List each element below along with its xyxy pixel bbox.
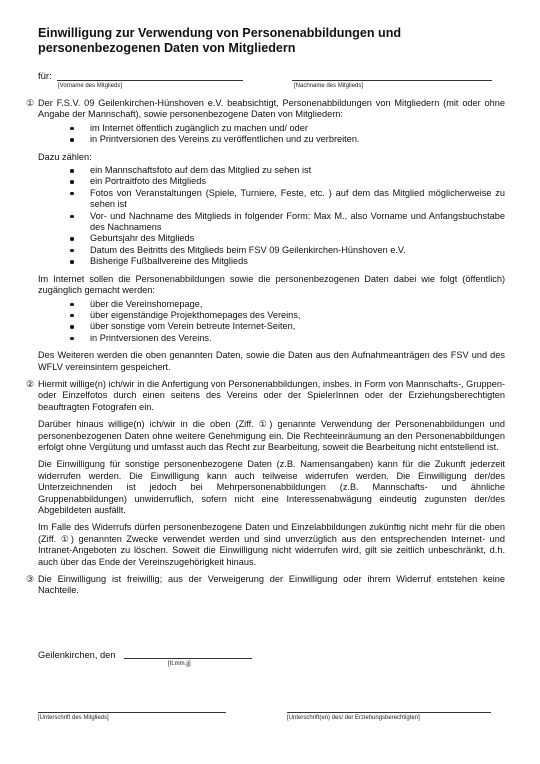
purpose-list: [38, 123, 505, 146]
vorname-line[interactable]: [57, 80, 243, 81]
list-item: in Printversionen des Vereins.: [82, 333, 505, 344]
title-line-1: Einwilligung zur Verwendung von Personenabbildungen und: [38, 26, 402, 40]
section-1-number: ①: [26, 98, 35, 108]
document-title: [38, 26, 508, 56]
section-2-paragraph: Hiermit willige(n) ich/wir in die Anfertigung von Personenabbildungen, insbes. in Form von Mannschafts-, Gruppen- oder Einzelfotos durch einen seitens des Vereins oder der SpielerInnen oder der Erziehungsberechtigten beauftragten Fotografen ein.: [38, 378, 505, 412]
section-1-intro: Der F.S.V. 09 Geilenkirchen-Hünshoven e.V. beabsichtigt, Personenabbildungen von Mitgliedern (mit oder ohne Angabe der Mannschaft), sowie personenbezogene Daten von Mitgliedern:: [38, 98, 505, 120]
section-1-closing: Des Weiteren werden die oben genannten Daten, sowie die Daten aus den Aufnahmeanträgen des FSV und des WFLV vereinsintern gespeichert.: [38, 350, 505, 372]
list-item: Bisherige Fußballvereine des Mitglieds: [82, 256, 505, 267]
date-caption: [tt.mm.jj]: [168, 661, 191, 667]
list-item: ein Mannschaftsfoto auf dem das Mitglied zu sehen ist: [82, 165, 505, 176]
list-item: über eigenständige Projekthomepages des Vereins,: [82, 310, 505, 321]
section-2: [26, 379, 505, 568]
vorname-caption: [Vorname des Mitglieds]: [58, 83, 123, 89]
list-item: im Internet öffentlich zugänglich zu machen und/ oder: [82, 123, 505, 134]
guardian-signature-caption: [Unterschrift(en) des/ der Erziehungsberechtigten]: [287, 715, 420, 721]
channel-list: [38, 299, 505, 345]
section-1: [26, 98, 505, 373]
member-signature-line[interactable]: [38, 712, 226, 713]
place-label: Geilenkirchen, den: [38, 650, 116, 660]
data-items-list: [38, 165, 505, 268]
nachname-caption: [Nachname des Mitglieds]: [294, 83, 364, 89]
fur-label: für:: [38, 71, 52, 82]
date-line[interactable]: [124, 658, 252, 659]
list-item: ein Portraitfoto des Mitglieds: [82, 176, 505, 187]
section-3-text: Die Einwilligung ist freiwillig; aus der Verweigerung der Einwilligung oder ihrem Widerruf entstehen keine Nachteile.: [38, 574, 505, 596]
list-item: über sonstige vom Verein betreute Internet-Seiten,: [82, 321, 505, 332]
section-3-number: ③: [26, 574, 35, 585]
section-2-paragraph: Die Einwilligung für sonstige personenbezogene Daten (z.B. Namensangaben) kann für die Zukunft jederzeit widerrufen werden. Die Einwilligung kann auch teilweise widerrufen werden. Die Einwilligung der/des Unterzeichnenden ist jedoch bei Mehrpersonenabbildungen (z.B. Mannschafts- und ähnliche Gruppenabbildungen) unwiderruflich, sofern nicht eine Interessenabwägung eindeutig zugunsten der/des Abgebildeten ausfällt.: [38, 459, 505, 515]
list-item: in Printversionen des Vereins zu veröffentlichen und zu verbreiten.: [82, 134, 505, 145]
member-signature-caption: [Unterschrift des Mitglieds]: [38, 715, 109, 721]
title-line-2: personenbezogenen Daten von Mitgliedern: [38, 41, 296, 55]
list-item: über die Vereinshomepage,: [82, 299, 505, 310]
document-body: [26, 98, 505, 603]
internet-intro: Im Internet sollen die Personenabbildungen sowie die personenbezogenen Daten dabei wie folgt (öffentlich) zugänglich gemacht werden:: [38, 273, 505, 296]
list-item: Datum des Beitritts des Mitglieds beim FSV 09 Geilenkirchen-Hünshoven e.V.: [82, 245, 505, 256]
dazu-label: Dazu zählen:: [38, 151, 92, 162]
section-3: [26, 574, 505, 597]
nachname-line[interactable]: [292, 80, 492, 81]
list-item: Vor- und Nachname des Mitglieds in folgender Form: Max M., also Vorname und Anfangsbuchstabe des Nachnamens: [82, 211, 505, 234]
section-2-paragraph: Darüber hinaus willige(n) ich/wir in die oben (Ziff. ①) genannte Verwendung der Personenabbildungen und personenbezogenen Daten ohne weitere Genehmigung ein. Die Rechteeinräumung an den Personenabbildungen erfolgt ohne Vergütung und umfasst auch das Recht zur Bearbeitung, soweit die Bearbeitung nicht entstellend ist.: [38, 419, 505, 452]
guardian-signature-line[interactable]: [287, 712, 491, 713]
section-2-number: ②: [26, 378, 35, 389]
section-2-paragraph: Im Falle des Widerrufs dürfen personenbezogene Daten und Einzelabbildungen zukünftig nicht mehr für die oben (Ziff. ①) genannten Zwecke verwendet werden und sind unverzüglich aus den entsprechenden Internet- und Intranet-Angeboten zu löschen. Soweit die Einwilligung nicht widerrufen wird, gilt sie zeitlich unbeschränkt, d.h. auch über das Ende der Vereinszugehörigkeit hinaus.: [38, 522, 505, 567]
list-item: Geburtsjahr des Mitglieds: [82, 233, 505, 244]
list-item: Fotos von Veranstaltungen (Spiele, Turniere, Feste, etc. ) auf dem das Mitglied möglicherweise zu sehen ist: [82, 188, 505, 211]
